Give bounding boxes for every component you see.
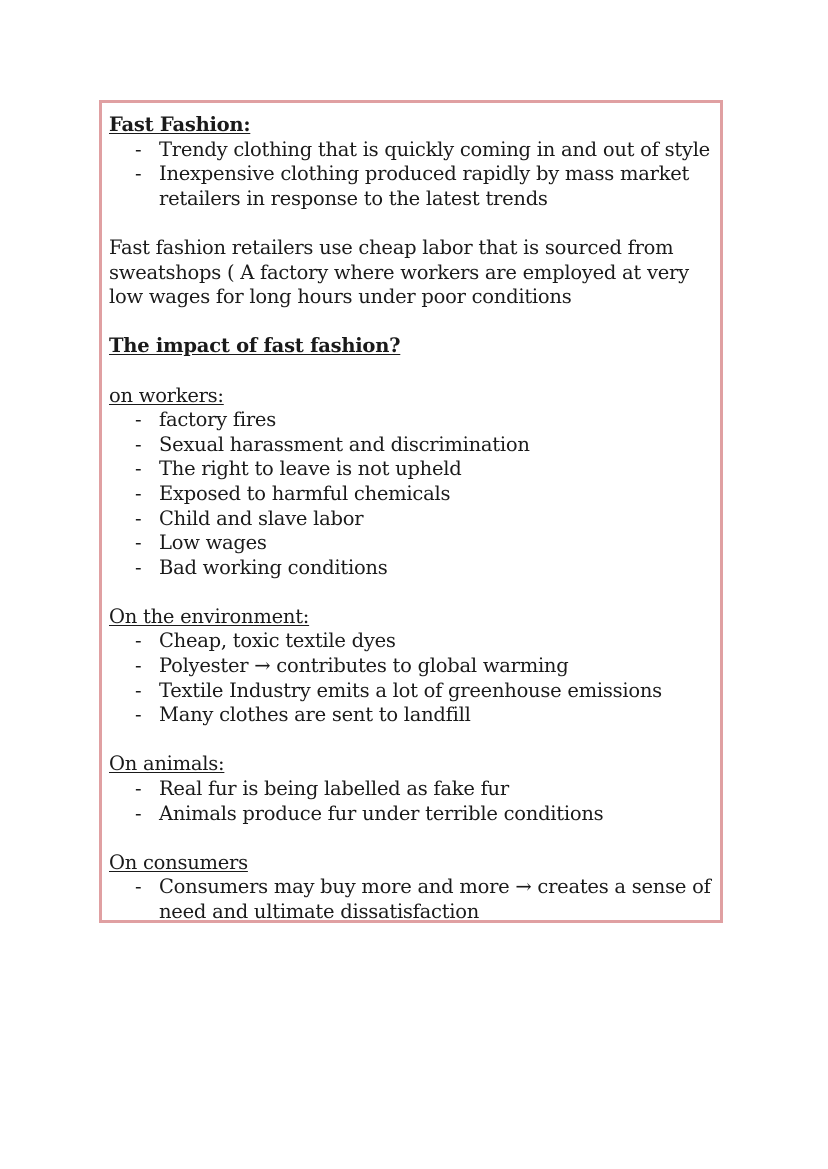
impact-heading: The impact of fast fashion? xyxy=(109,334,401,358)
spacer xyxy=(109,310,712,335)
list-item: - Exposed to harmful chemicals xyxy=(134,482,712,507)
list-item: - The right to leave is not upheld xyxy=(134,457,712,482)
animals-heading: On animals: xyxy=(109,752,225,776)
list-item: - Child and slave labor xyxy=(134,507,712,532)
environment-heading: On the environment: xyxy=(109,604,310,628)
fast-fashion-list xyxy=(109,138,712,212)
list-item: - Consumers may buy more and more → creates a sense of need and ultimate dissatisfaction xyxy=(134,875,712,924)
spacer xyxy=(109,211,712,236)
list-item: - Low wages xyxy=(134,531,712,556)
notes-box xyxy=(99,100,723,923)
list-item: - Real fur is being labelled as fake fur xyxy=(134,777,712,802)
animals-list xyxy=(109,777,712,826)
list-item: - Many clothes are sent to landfill xyxy=(134,703,712,728)
spacer xyxy=(109,580,712,605)
list-item: - Bad working conditions xyxy=(134,556,712,581)
list-item: - Cheap, toxic textile dyes xyxy=(134,629,712,654)
consumers-list xyxy=(109,875,712,924)
list-item: - Inexpensive clothing produced rapidly by mass market retailers in response to the latest trends xyxy=(134,162,712,211)
spacer xyxy=(109,728,712,753)
spacer xyxy=(109,359,712,384)
list-item: - Textile Industry emits a lot of greenhouse emissions xyxy=(134,679,712,704)
list-item: - factory fires xyxy=(134,408,712,433)
list-item: - Polyester → contributes to global warming xyxy=(134,654,712,679)
consumers-heading: On consumers xyxy=(109,850,248,874)
environment-list xyxy=(109,629,712,727)
list-item: - Trendy clothing that is quickly coming in and out of style xyxy=(134,138,712,163)
workers-list xyxy=(109,408,712,580)
sweatshop-paragraph: Fast fashion retailers use cheap labor that is sourced from sweatshops ( A factory where workers are employed at very low wages for long hours under poor conditions xyxy=(109,235,689,309)
workers-heading: on workers: xyxy=(109,383,224,407)
spacer xyxy=(109,826,712,851)
fast-fashion-heading: Fast Fashion: xyxy=(109,113,251,136)
list-item: - Animals produce fur under terrible conditions xyxy=(134,802,712,827)
list-item: - Sexual harassment and discrimination xyxy=(134,433,712,458)
